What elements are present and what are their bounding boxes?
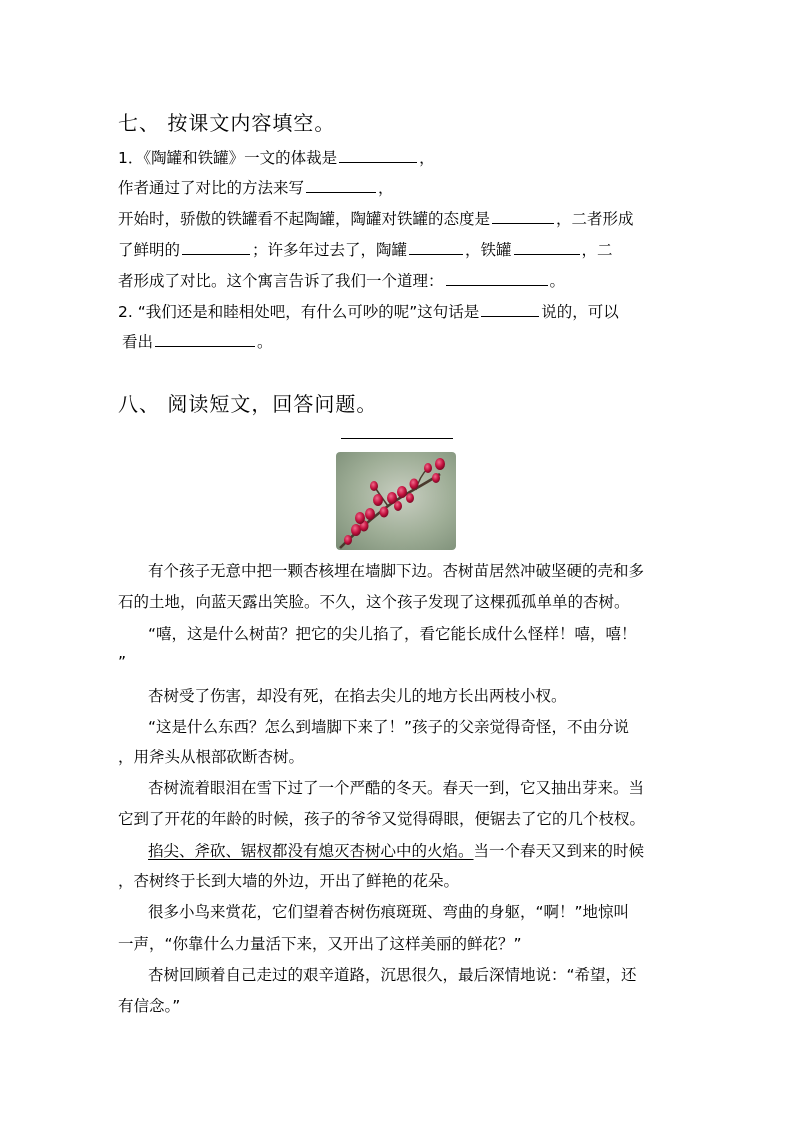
q1-line-3: [118, 207, 678, 229]
answer-blank[interactable]: [182, 238, 250, 255]
q1-line-4-mid2: ，铁罐: [465, 241, 512, 259]
passage-line: “这是什么东西？怎么到墙脚下来了！”孩子的父亲觉得奇怪，不由分说: [148, 718, 630, 736]
answer-blank[interactable]: [446, 269, 548, 286]
q2-line-2-text: 看出: [122, 333, 154, 351]
q1-line-5-text: 者形成了对比。这个寓言告诉了我们一个道理：: [118, 272, 444, 290]
q1-line-4-mid1: ；许多年过去了，陶罐: [252, 241, 408, 259]
passage-line: 杏树受了伤害，却没有死，在掐去尖儿的地方长出两枝小杈。: [148, 687, 567, 705]
q2-line-1-text: 2. “我们还是和睦相处吧，有什么可吵的呢”这句话是: [118, 303, 480, 321]
q2-line-1: [118, 300, 678, 322]
q1-line-1: [118, 146, 678, 168]
answer-blank[interactable]: [514, 238, 580, 255]
q2-line-2-tail: 。: [257, 333, 273, 351]
passage-line: 杏树回顾着自己走过的艰辛道路，沉思很久，最后深情地说：“希望，还: [148, 966, 637, 984]
answer-blank[interactable]: [481, 300, 539, 317]
passage-line: “嘻，这是什么树苗？把它的尖儿掐了，看它能长成什么怪样！嘻，嘻！: [148, 625, 637, 643]
q1-line-4: [118, 238, 678, 260]
answer-blank[interactable]: [339, 146, 417, 163]
answer-blank[interactable]: [155, 330, 255, 347]
answer-blank[interactable]: [306, 176, 376, 193]
q1-line-5-tail: 。: [549, 272, 566, 290]
passage-line: 很多小鸟来赏花，它们望着杏树伤痕斑斑、弯曲的身躯，“啊！”地惊叫: [148, 903, 630, 921]
q1-line-4-text: 了鲜明的: [118, 241, 181, 259]
apricot-blossom-photo: [336, 452, 456, 550]
passage-line: ”: [118, 653, 127, 671]
passage-line: ，杏树终于长到大墙的外边，开出了鲜艳的花朵。: [118, 872, 460, 890]
passage-line: 它到了开花的年龄的时候，孩子的爷爷又觉得碍眼，便锯去了它的几个枝杈。: [118, 810, 646, 828]
passage-line-tail: 当一个春天又到来的时候: [473, 842, 645, 860]
q2-line-2: [122, 330, 682, 352]
q1-line-1-text: 1．《陶罐和铁罐》一文的体裁是: [118, 149, 338, 167]
q1-line-2-text: 作者通过了对比的方法来写: [118, 179, 305, 197]
passage-line: 有个孩子无意中把一颗杏核埋在墙脚下边。杏树苗居然冲破坚硬的壳和多: [148, 562, 645, 580]
q1-line-3-text: 开始时，骄傲的铁罐看不起陶罐，陶罐对铁罐的态度是: [118, 210, 491, 228]
passage-line: 有信念。”: [118, 997, 181, 1015]
passage-line-underlined: [148, 841, 708, 861]
q1-line-2: [118, 176, 678, 198]
passage-line: 杏树流着眼泪在雪下过了一个严酷的冬天。春天一到，它又抽出芽来。当: [148, 779, 645, 797]
answer-blank[interactable]: [492, 207, 554, 224]
underlined-sentence: 掐尖、斧砍、锯杈都没有熄灭杏树心中的火焰。: [148, 842, 474, 860]
apricot-blossom-icon: [336, 452, 456, 550]
q1-line-5: [118, 269, 678, 291]
section-8-heading: 八、 阅读短文，回答问题。: [118, 392, 378, 416]
q1-line-1-tail: ，: [419, 149, 435, 167]
passage-title-blank[interactable]: [341, 438, 453, 439]
answer-blank[interactable]: [409, 238, 463, 255]
q1-line-3-tail: ，二者形成: [556, 210, 634, 228]
q1-line-4-tail: ，二: [581, 241, 613, 259]
passage-line: 一声，“你靠什么力量活下来，又开出了这样美丽的鲜花？”: [118, 935, 522, 953]
q1-line-2-tail: ，: [378, 179, 394, 197]
q2-line-1-tail: 说的，可以: [541, 303, 619, 321]
passage-line: 石的土地，向蓝天露出笑脸。不久，这个孩子发现了这棵孤孤单单的杏树。: [118, 593, 630, 611]
section-7-heading: 七、 按课文内容填空。: [118, 111, 336, 135]
passage-line: ，用斧头从根部砍断杏树。: [118, 748, 305, 766]
